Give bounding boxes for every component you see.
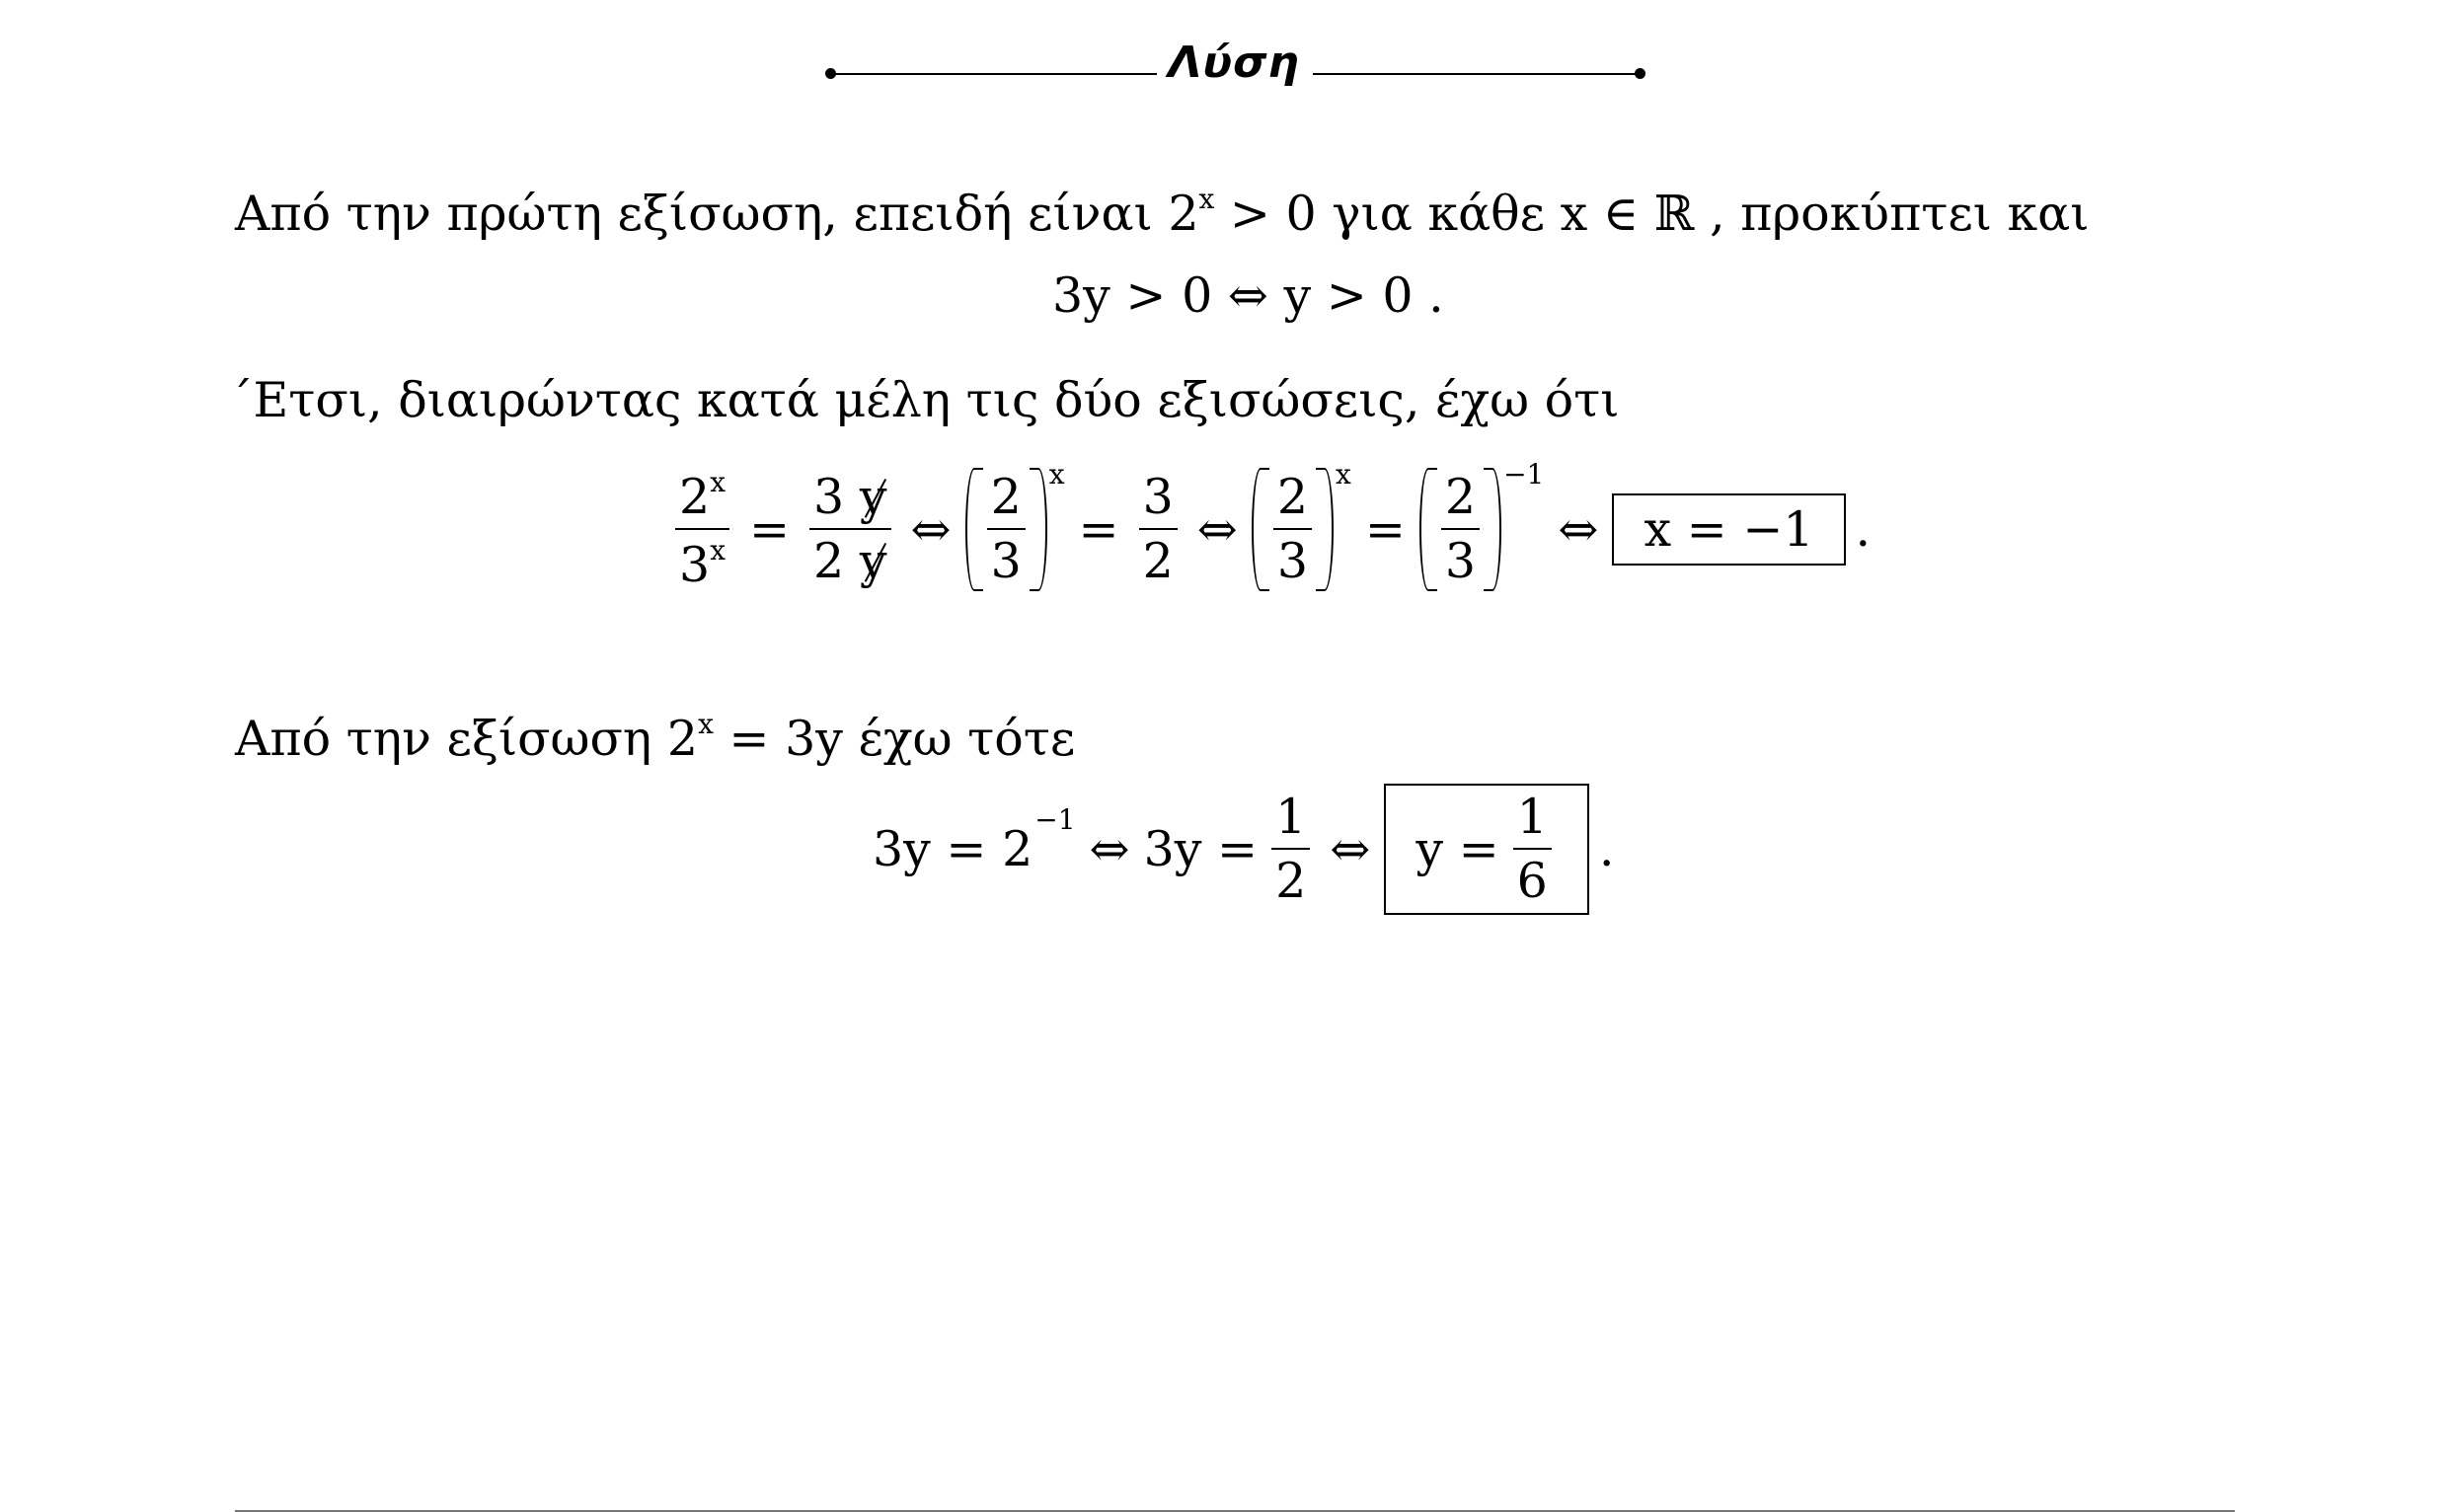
denominator: 3 [1276,533,1309,590]
fraction [987,469,1026,590]
fraction-bar [809,528,890,530]
fraction-bar [987,528,1026,530]
base: 2 [679,469,711,525]
denominator [675,534,729,594]
math-base: 2 [666,711,699,767]
paren-group-3 [1419,469,1501,590]
iff-symbol: ⇔ [1558,500,1599,558]
iff-symbol: ⇔ [1089,820,1130,877]
numerator: 2 [990,469,1022,525]
iff-symbol: ⇔ [910,500,952,558]
numerator: 2 [1276,469,1309,525]
exponent: x [1336,458,1351,491]
base: 3 [679,537,711,594]
fraction-bar [1513,848,1552,850]
paren-group-2 [1252,469,1334,590]
math-inline [666,708,843,767]
fraction-2x-over-3x [675,466,729,594]
numerator: 1 [1516,789,1548,845]
header-left-rule [831,73,1157,75]
equation-2 [669,458,1872,594]
paragraph-3 [235,695,1075,769]
exponent: −1 [1503,458,1545,491]
fraction-3-over-2 [1139,469,1178,590]
exponent: x [710,534,726,567]
exponent: −1 [1034,803,1076,836]
paragraph-1 [235,170,2090,244]
fraction-3y-over-2y [809,469,890,590]
equation-3 [873,784,1614,915]
math-inline: x ∈ ℝ [1560,186,1695,242]
numerator: 3 [1142,469,1174,525]
fraction-bar [1273,528,1312,530]
denominator: 6 [1516,853,1548,910]
fraction-bar [1139,528,1178,530]
fraction-1-over-2 [1271,789,1310,910]
coefficient: 3 [813,469,845,525]
equals-sign: = [1364,500,1406,558]
numerator [675,466,729,525]
fraction [1273,469,1312,590]
denominator: 2 [1142,533,1174,590]
section-title: Λύση [1168,38,1300,88]
equation-lhs: 3y = 2 [873,820,1033,877]
paren-group-1 [965,469,1047,590]
numerator: 2 [1444,469,1477,525]
equation-1: 3y > 0 ⇔ y > 0 . [1052,267,1444,324]
denominator: 3 [990,533,1022,590]
period: . [1598,820,1615,877]
exponent: x [710,466,726,498]
iff-symbol: ⇔ [1196,500,1238,558]
equals-sign: = [1078,500,1119,558]
result-lhs: y = [1415,820,1499,877]
denominator: 2 [1275,853,1307,910]
fraction-bar [1441,528,1480,530]
paragraph-2: ΄Ετσι, διαιρώντας κατά μέλη τις δύο εξισώσεις, έχω ότι [229,372,1620,428]
iff-symbol: ⇔ [1330,820,1371,877]
result-x: x = −1 [1644,500,1814,558]
fraction [1441,469,1480,590]
result-box-x [1612,493,1845,566]
fraction-bar [675,528,729,530]
numerator [809,469,890,525]
math-base: 2 [1168,186,1199,242]
math-rest: > 0 [1214,186,1317,242]
header-right-dot [1635,68,1645,79]
fraction-bar [1271,848,1310,850]
coefficient: 2 [813,533,845,590]
math-exponent: x [698,708,714,740]
result-box-y [1384,784,1589,915]
equals-sign: = [748,500,791,558]
equation-mid: 3y = [1143,820,1259,877]
text-span: , προκύπτει και [1694,186,2090,242]
text-span: για κάθε [1316,186,1561,242]
cancelled-variable: y [859,469,887,525]
math-inline [1168,183,1317,242]
text-span: έχω τότε [842,711,1076,767]
math-exponent: x [1198,183,1215,215]
header-right-rule [1313,73,1641,75]
math-rest: = 3y [713,711,843,767]
cancelled-variable: y [859,533,887,590]
denominator [809,533,890,590]
text-span: Από την πρώτη εξίσωση, επειδή είναι [235,186,1169,242]
exponent: x [1048,458,1065,491]
fraction-1-over-6 [1513,789,1552,910]
text-span: Από την εξίσωση [235,711,667,767]
numerator: 1 [1275,789,1307,845]
denominator: 3 [1444,533,1477,590]
period: . [1855,500,1872,558]
